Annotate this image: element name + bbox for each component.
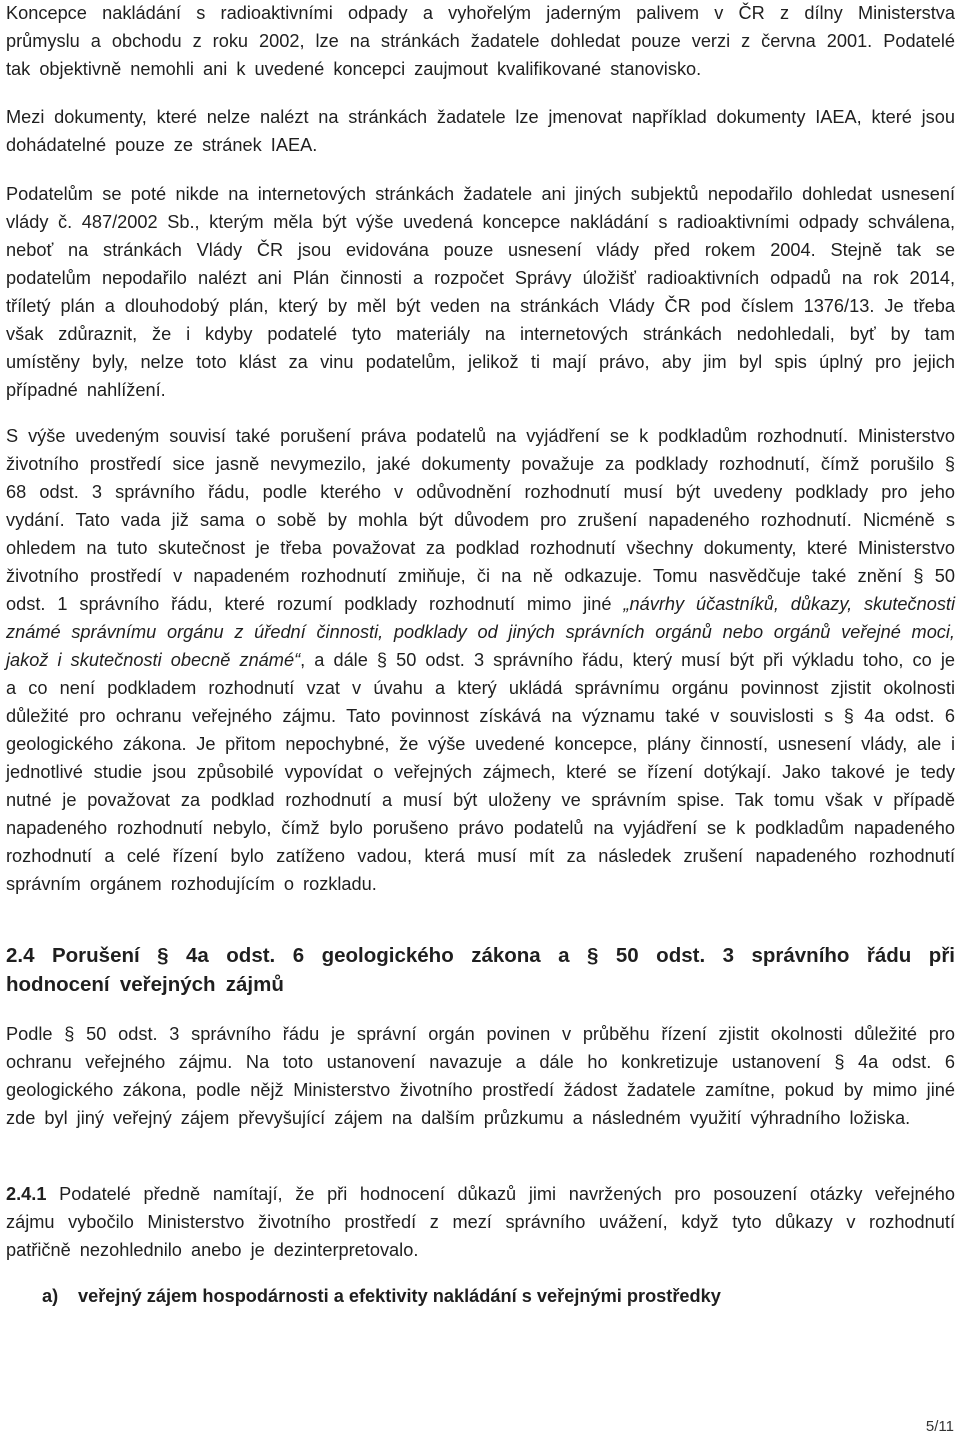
paragraph-iaea: Mezi dokumenty, které nelze nalézt na stránkách žadatele lze jmenovat například dokumenty IAEA, které jsou dohádatelné pouze ze stránek IAEA. [6,107,955,155]
paragraph-podklady [6,422,955,898]
subsection-text: Podatelé předně namítají, že při hodnocení důkazů jimi navržených pro posouzení otázky veřejného zájmu vybočilo Ministerstvo životního prostředí z mezí správního uvážení, když tyto důkazy v rozhodnutí patřičně nezohlednilo anebo je dezinterpretovalo. [6,1184,955,1260]
list-item-a [6,1282,955,1310]
paragraph-koncepce: Koncepce nakládání s radioaktivními odpady a vyhořelým jaderným palivem v ČR z dílny Ministerstva průmyslu a obchodu z roku 2002, lze na stránkách žadatele dohledat pouze verzi z června 2001. Podatelé tak objektivně nemohli ani k uvedené koncepci zaujmout kvalifikované stanovisko. [6,3,955,79]
quoted-text: „návrhy účastníků, důkazy, skutečnosti známé správnímu orgánu z úřední činnosti, podklady od jiných správních orgánů nebo orgánů veřejné moci, jakož i skutečnosti obecně známé“ [6,594,956,670]
paragraph-usneseni: Podatelům se poté nikde na internetových stránkách žadatele ani jiných subjektů nepodařilo dohledat usnesení vlády č. 487/2002 Sb., kterým měla být výše uvedená koncepce nakládání s radioaktivními odpady schválena, neboť na stránkách Vlády ČR jsou evidována pouze usnesení vlády před rokem 2004. Stejně tak se podatelům nepodařilo nalézt ani Plán činnosti a rozpočet Správy úložišť radioaktivních odpadů na rok 2014, tříletý plán a dlouhodobý plán, který by měl být veden na stránkách Vlády ČR pod číslem 1376/13. Je třeba však zdůraznit, že i kdyby podatelé tyto materiály na internetových stránkách nedohledali, byť by tam umístěny byly, nelze toto klást za vinu podatelům, jelikož ti mají právo, aby jim byl spis úplný pro jejich případné nahlížení. [6,184,955,400]
subsection-2-4-1 [6,1180,955,1264]
paragraph-podklady-end: , a dále § 50 odst. 3 správního řádu, který musí být při výkladu toho, co je a co není podkladem rozhodnutí vzat v úvahu a který ukládá správnímu orgánu povinnost zjistit okolnosti důležité pro ochranu veřejného zájmu. Tato povinnost získává na významu také v souvislosti s § 4a odst. 6 geologického zákona. Je přitom nepochybné, že výše uvedené koncepce, plány činností, usnesení vlády, ale i jednotlivé studie jsou způsobilé vypovídat o veřejných zájmech, které se řízení dotýkají. Jako takové je tedy nutné je považovat za podklad rozhodnutí a musí být uloženy ve správním spise. Tak tomu však v případě napadeného rozhodnutí nebylo, čímž bylo porušeno právo podatelů na vyjádření se k podkladům napadeného rozhodnutí a celé řízení bylo zatíženo vadou, která musí mít za následek zrušení napadeného rozhodnutí správním orgánem rozhodujícím o rozkladu. [6,650,955,894]
paragraph-verejny-zajem: Podle § 50 odst. 3 správního řádu je správní orgán povinen v průběhu řízení zjistit okolnosti důležité pro ochranu veřejného zájmu. Na toto ustanovení navazuje a dále ho konkretizuje ustanovení § 4a odst. 6 geologického zákona, podle nějž Ministerstvo životního prostředí žádost žadatele zamítne, pokud by mimo jiné zde byl jiný veřejný zájem převyšující zájem na dalším průzkumu a následném využití výhradního ložiska. [6,1024,955,1128]
list-marker: a) [42,1286,59,1306]
page-number: 5/11 [925,1418,954,1435]
list-item-text: veřejný zájem hospodárnosti a efektivity nakládání s veřejnými prostředky [78,1286,721,1306]
subsection-number: 2.4.1 [6,1184,47,1204]
paragraph-podklady-start: S výše uvedeným souvisí také porušení práva podatelů na vyjádření se k podkladům rozhodnutí. Ministerstvo životního prostředí sice jasně nevymezilo, jaké dokumenty považuje za podklady rozhodnutí, čímž porušilo § 68 odst. 3 správního řádu, podle kterého v odůvodnění rozhodnutí musí být uvedeny podklady pro jeho vydání. Tato vada již sama o sobě by mohla být důvodem pro zrušení napadeného rozhodnutí. Nicméně s ohledem na tuto skutečnost je třeba považovat za podklad rozhodnutí všechny dokumenty, které Ministerstvo životního prostředí v napadeném rozhodnutí zmiňuje, či na ně odkazuje. Tomu nasvědčuje také znění § 50 odst. 1 správního řádu, které rozumí podklady rozhodnutí mimo jiné [6,426,955,614]
section-heading-2-4: 2.4 Porušení § 4a odst. 6 geologického zákona a § 50 odst. 3 správního řádu při hodnocení veřejných zájmů [6,944,955,996]
